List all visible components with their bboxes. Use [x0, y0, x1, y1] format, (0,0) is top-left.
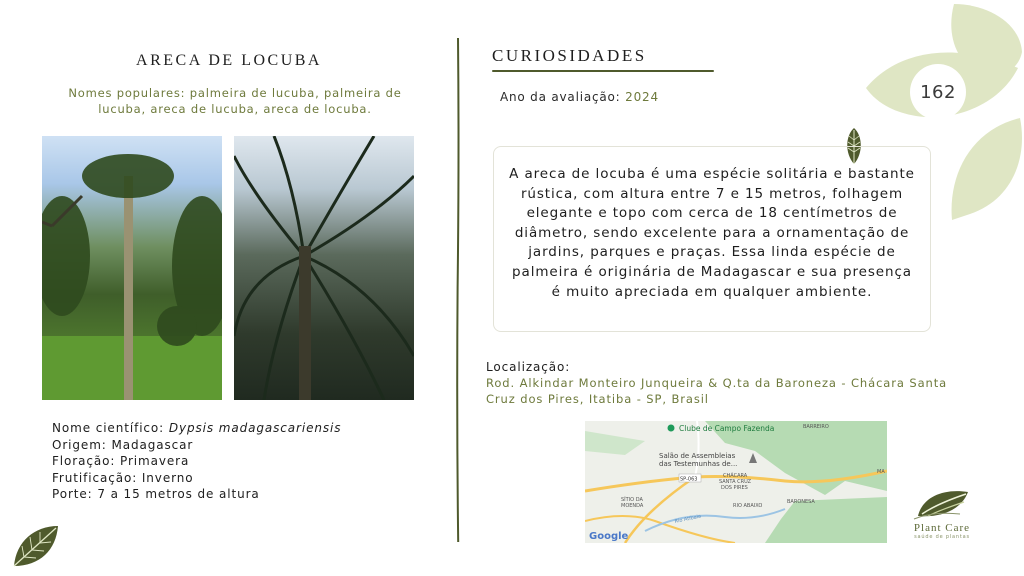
title-underline: [492, 70, 714, 72]
map-label-chacara-3: DOS PIRES: [721, 485, 748, 491]
description-card: [493, 146, 931, 332]
evaluation-year: Ano da avaliação: 2024: [500, 90, 659, 104]
google-logo: Google: [589, 531, 629, 542]
plant-title: ARECA DE LOCUBA: [136, 52, 322, 69]
map-label-sitio-2: MOENDA: [621, 503, 644, 509]
map-label-sitio-1: SÍTIO DA: [621, 497, 643, 503]
map-pin-club-icon: [668, 425, 675, 432]
location-map[interactable]: [585, 421, 887, 543]
section-title-curiosities: CURIOSIDADES: [492, 46, 647, 65]
evaluation-year-value: 2024: [625, 90, 659, 104]
map-label-salao: Salão de Assembleias: [659, 452, 736, 460]
location-address: Rod. Alkindar Monteiro Junqueira & Q.ta da Baroneza - Chácara Santa Cruz dos Pires, Itatiba - SP, Brasil: [486, 376, 948, 406]
map-label-rio-abaixo: RIO ABAIXO: [733, 503, 763, 509]
fact-origin: Origem: Madagascar: [52, 437, 194, 452]
column-divider: [456, 38, 460, 542]
brand-logo: [900, 486, 984, 540]
location-label: Localização:: [486, 360, 571, 374]
map-label-road: SP-063: [680, 476, 698, 483]
map-label-edge: MA: [877, 469, 885, 475]
page-number-badge: 162: [910, 64, 966, 120]
fact-flowering: Floração: Primavera: [52, 454, 190, 468]
fact-size: Porte: 7 a 15 metros de altura: [52, 487, 260, 501]
map-label-chacara-1: CHÁCARA: [723, 473, 748, 479]
palm-photo-crown: [234, 136, 414, 400]
popular-names: Nomes populares: palmeira de lucuba, palmeira de lucuba, areca de lucuba, areca de locuba.: [68, 86, 402, 116]
scientific-name-value: Dypsis madagascariensis: [168, 421, 342, 435]
plant-care-logo-icon: [912, 486, 972, 520]
palm-photo-garden: [42, 136, 222, 400]
brand-tagline: saúde de plantas: [914, 534, 970, 540]
brand-name: Plant Care: [913, 522, 971, 534]
map-label-baronesa: BARONESA: [787, 499, 815, 505]
map-label-barreiro: BARREIRO: [803, 424, 829, 430]
fact-scientific-name: Nome científico: Dypsis madagascariensis: [52, 421, 342, 435]
map-label-testemunhas: das Testemunhas de...: [659, 460, 738, 468]
map-label-club: Clube de Campo Fazenda: [679, 424, 775, 433]
map-label-rio-atibaia: Rio Atibaia: [674, 513, 702, 525]
map-label-chacara-2: SANTA CRUZ: [719, 479, 752, 485]
fact-fruiting: Frutificação: Inverno: [52, 470, 194, 485]
plant-facts: [52, 420, 341, 503]
leaf-icon-bottom-left: [10, 522, 62, 570]
description-text: A areca de locuba é uma espécie solitária e bastante rústica, com altura entre 7 e 15 metros, folhagem elegante e topo com cerca de 18 centímetros de diâmetro, sendo excelente para a ornamentação de jardins, parques e praças. Essa linda espécie de palmeira é originária de Madagascar e sua presença é muito apreciada em qualquer ambiente.: [509, 166, 915, 300]
